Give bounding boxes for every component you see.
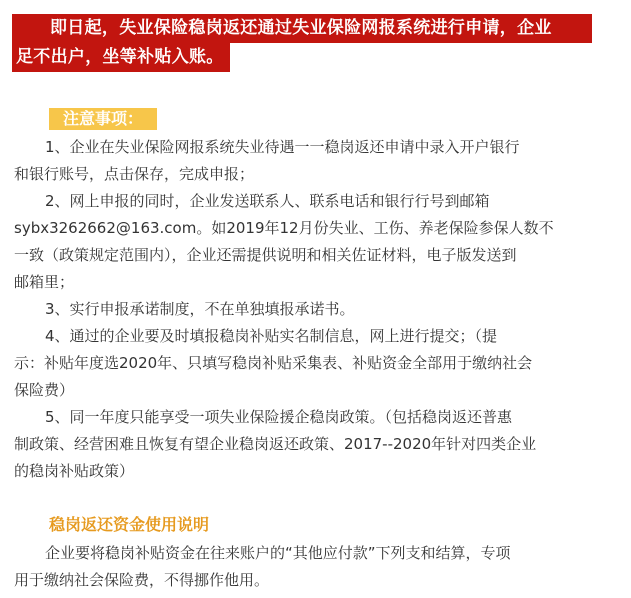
notice-line-13: 的稳岗补贴政策） — [14, 462, 135, 480]
notice-line-3: 2、网上申报的同时，企业发送联系人、联系电话和银行行号到邮箱 — [45, 192, 490, 210]
notice-line-5: 一致（政策规定范围内），企业还需提供说明和相关佐证材料，电子版发送到 — [14, 246, 517, 264]
notice-heading: 注意事项： — [49, 108, 157, 130]
notice-line-11: 5、同一年度只能享受一项失业保险援企稳岗政策。（包括稳岗返还普惠 — [45, 408, 513, 426]
funds-heading: 稳岗返还资金使用说明 — [49, 515, 210, 534]
notice-line-1: 1、企业在失业保险网报系统失业待遇一一稳岗返还申请中录入开户银行 — [45, 138, 520, 156]
notice-line-9: 示：补贴年度选2020年、只填写稳岗补贴采集表、补贴资金全部用于缴纳社会 — [14, 354, 533, 372]
funds-line-1: 企业要将稳岗补贴资金在往来账户的“其他应付款”下列支和结算，专项 — [45, 544, 511, 562]
notice-line-2: 和银行账号，点击保存，完成申报； — [14, 165, 255, 183]
notice-line-7: 3、实行申报承诺制度，不在单独填报承诺书。 — [45, 300, 355, 318]
notice-line-12: 制政策、经营困难且恢复有望企业稳岗返还政策、2017--2020年针对四类企业 — [14, 435, 537, 453]
banner-line-2: 足不出户，坐等补贴入账。 — [12, 43, 230, 72]
notice-line-4: sybx3262662@163.com。如2019年12月份失业、工伤、养老保险参保人数不 — [14, 219, 554, 237]
funds-line-2: 用于缴纳社会保险费，不得挪作他用。 — [14, 571, 270, 589]
notice-line-6: 邮箱里； — [14, 273, 75, 291]
notice-line-8: 4、通过的企业要及时填报稳岗补贴实名制信息，网上进行提交；（提 — [45, 327, 498, 345]
notice-line-10: 保险费） — [14, 381, 75, 399]
banner-line-1: 即日起，失业保险稳岗返还通过失业保险网报系统进行申请，企业 — [12, 14, 592, 43]
